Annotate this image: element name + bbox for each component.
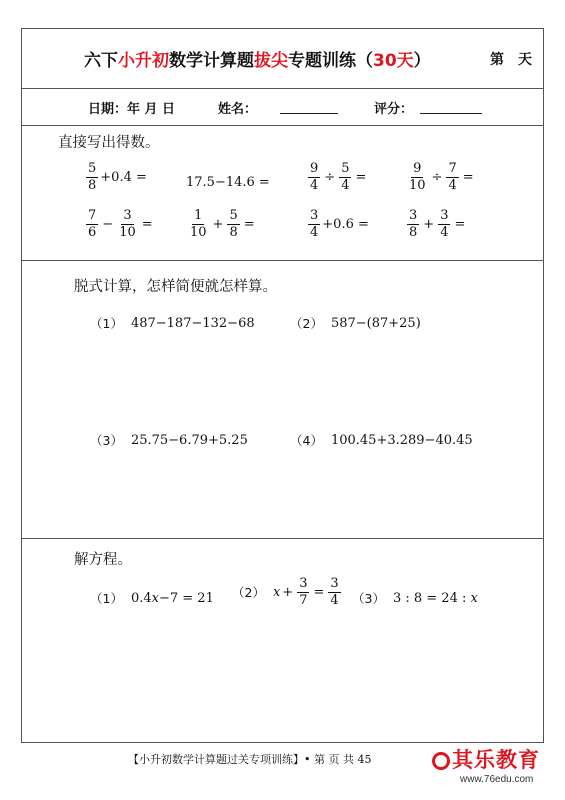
denominator: 4 bbox=[341, 177, 350, 193]
expression: 25.75−6.79+5.25 bbox=[130, 432, 248, 448]
fraction bbox=[446, 162, 458, 192]
title-part: 专题训练（ bbox=[288, 51, 373, 71]
problem-r2c2 bbox=[186, 209, 257, 239]
expression-rest: +0.4 = bbox=[100, 169, 147, 185]
denominator: 7 bbox=[299, 592, 308, 608]
operator: ÷ bbox=[431, 169, 443, 185]
variable: x bbox=[151, 590, 159, 606]
name-blank[interactable] bbox=[280, 113, 338, 114]
fraction bbox=[407, 209, 419, 239]
problem-2-4 bbox=[290, 431, 473, 449]
expression: 487−187−132−68 bbox=[130, 315, 255, 331]
expression-rest: +0.6 = bbox=[322, 216, 369, 232]
denominator: 4 bbox=[448, 177, 457, 193]
expression: 100.45+3.289−40.45 bbox=[330, 432, 473, 448]
problem-r1c1 bbox=[84, 162, 147, 192]
fraction bbox=[308, 162, 320, 192]
logo-url: www.76edu.com bbox=[460, 774, 534, 785]
expression: 17.5−14.6 = bbox=[186, 175, 270, 190]
title-part: 数学计算题 bbox=[169, 51, 254, 71]
denominator: 4 bbox=[310, 224, 319, 240]
numerator: 3 bbox=[299, 576, 308, 591]
numerator: 9 bbox=[413, 161, 422, 176]
fraction bbox=[297, 577, 309, 607]
problem-label: （2） bbox=[290, 316, 323, 331]
expression: 587−(87+25) bbox=[330, 315, 421, 331]
logo-circle-icon bbox=[432, 752, 450, 770]
numerator: 5 bbox=[88, 161, 97, 176]
equation-3 bbox=[352, 589, 478, 607]
fraction bbox=[188, 209, 209, 239]
equals-sign: = bbox=[462, 169, 474, 185]
title-part: 六下 bbox=[84, 51, 118, 71]
numerator: 5 bbox=[229, 208, 238, 223]
problem-label: （4） bbox=[290, 433, 323, 448]
fraction bbox=[328, 577, 340, 607]
denominator: 6 bbox=[88, 224, 97, 240]
equals-sign: = bbox=[355, 169, 367, 185]
equation-2 bbox=[232, 577, 343, 607]
variable: x bbox=[272, 584, 281, 600]
equals-sign: = bbox=[243, 216, 255, 232]
problem-r2c3 bbox=[306, 209, 369, 239]
fraction bbox=[438, 209, 450, 239]
title-row bbox=[22, 29, 543, 88]
numerator: 3 bbox=[440, 208, 449, 223]
score-blank[interactable] bbox=[420, 113, 482, 114]
operator: − bbox=[102, 216, 114, 232]
expression: 3 : 8 = 24 : bbox=[392, 590, 471, 606]
date-label: 日期：年 月 日 bbox=[88, 102, 176, 117]
equals-sign: = bbox=[141, 216, 153, 232]
operator: + bbox=[282, 584, 294, 600]
footer-text: 【小升初数学计算题过关专项训练】• 第 页 共 45 bbox=[128, 753, 372, 766]
denominator: 8 bbox=[88, 177, 97, 193]
operator: + bbox=[212, 216, 224, 232]
divider bbox=[22, 125, 543, 126]
numerator: 3 bbox=[123, 208, 132, 223]
numerator: 3 bbox=[310, 208, 319, 223]
section-heading: 直接写出得数。 bbox=[58, 135, 160, 151]
numerator: 9 bbox=[310, 161, 319, 176]
title-part-highlight: 拔尖 bbox=[254, 51, 288, 71]
problem-label: （1） bbox=[90, 591, 123, 606]
equation-1 bbox=[90, 589, 214, 607]
denominator: 10 bbox=[409, 177, 426, 193]
numerator: 3 bbox=[409, 208, 418, 223]
operator: + bbox=[423, 216, 435, 232]
fraction bbox=[407, 162, 428, 192]
logo-text bbox=[432, 744, 540, 774]
denominator: 4 bbox=[310, 177, 319, 193]
problem-2-3 bbox=[90, 431, 248, 449]
denominator: 4 bbox=[330, 592, 339, 608]
fraction bbox=[86, 209, 98, 239]
worksheet-frame bbox=[21, 28, 544, 743]
score-label: 评分： bbox=[374, 102, 414, 117]
problem-2-2 bbox=[290, 314, 421, 332]
fraction bbox=[339, 162, 351, 192]
denominator: 8 bbox=[409, 224, 418, 240]
operator: ÷ bbox=[324, 169, 336, 185]
info-row bbox=[22, 88, 543, 125]
fraction bbox=[117, 209, 138, 239]
equals-sign: = bbox=[313, 584, 325, 600]
fraction bbox=[86, 162, 98, 192]
numerator: 3 bbox=[330, 576, 339, 591]
denominator: 4 bbox=[440, 224, 449, 240]
divider bbox=[22, 538, 543, 539]
numerator: 7 bbox=[448, 161, 457, 176]
section-heading: 解方程。 bbox=[74, 552, 132, 568]
title-part-highlight: 小升初 bbox=[118, 51, 169, 71]
day-label: 第 天 bbox=[490, 52, 532, 68]
problem-r2c1 bbox=[84, 209, 155, 239]
numerator: 7 bbox=[88, 208, 97, 223]
problem-r1c3 bbox=[306, 162, 368, 192]
problem-label: （2） bbox=[232, 585, 265, 601]
expression-rest: −7 = 21 bbox=[158, 590, 214, 606]
logo-name: 其乐教育 bbox=[452, 748, 540, 772]
title-part: ） bbox=[413, 51, 431, 71]
numerator: 5 bbox=[341, 161, 350, 176]
problem-label: （3） bbox=[352, 591, 385, 606]
problem-r1c2 bbox=[186, 175, 270, 190]
divider bbox=[22, 260, 543, 261]
equals-sign: = bbox=[454, 216, 466, 232]
worksheet-title bbox=[84, 46, 431, 71]
problem-r2c4 bbox=[405, 209, 467, 239]
problem-label: （3） bbox=[90, 433, 123, 448]
name-label: 姓名： bbox=[218, 102, 258, 117]
denominator: 8 bbox=[229, 224, 238, 240]
brand-logo bbox=[432, 744, 540, 785]
title-part-highlight: 30天 bbox=[373, 51, 414, 71]
problem-label: （1） bbox=[90, 316, 123, 331]
problem-2-1 bbox=[90, 314, 255, 332]
denominator: 10 bbox=[119, 224, 136, 240]
fraction bbox=[227, 209, 239, 239]
coefficient: 0.4 bbox=[130, 590, 152, 606]
numerator: 1 bbox=[194, 208, 203, 223]
section-heading: 脱式计算，怎样简便就怎样算。 bbox=[74, 279, 277, 295]
variable: x bbox=[470, 590, 478, 606]
fraction bbox=[308, 209, 320, 239]
problem-r1c4 bbox=[405, 162, 476, 192]
denominator: 10 bbox=[190, 224, 207, 240]
